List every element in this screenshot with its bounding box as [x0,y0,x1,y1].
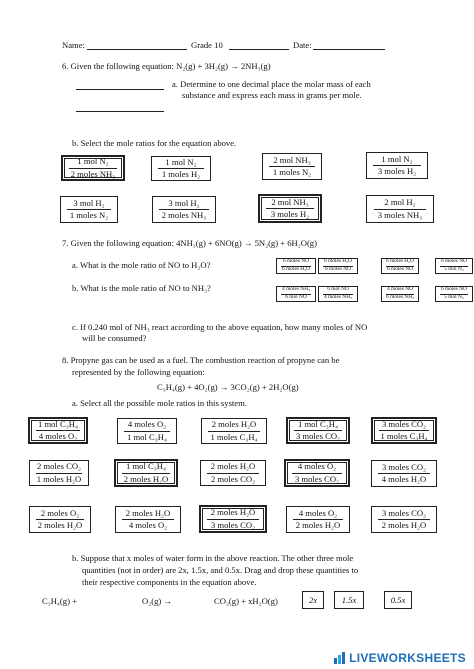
drag-choice-2x[interactable] [302,591,324,609]
ratio-numerator: 2 moles H₂O [210,461,256,472]
q8-ratio-option[interactable] [286,506,350,533]
ratio-denominator: 1 moles H₂O [36,473,82,484]
ratio-numerator: 3 moles CO₂ [381,418,427,429]
q7b-option[interactable] [435,286,473,302]
ratio-numerator: 4 moles O₂ [298,507,338,518]
ratio-numerator: 1 mol C₃H₄ [298,418,338,429]
ratio-numerator: 6 mol NO [327,286,349,293]
ratio-numerator: 6 moles NO [440,258,468,265]
ratio-denominator: 3 moles CO₂ [210,519,256,530]
name-label: Name: [62,40,85,50]
ratio-numerator: 1 mol N₂ [381,153,413,164]
brand-text: LIVEWORKSHEETS [349,651,466,665]
drag-choice-0-5x[interactable] [384,591,412,609]
ratio-numerator: 3 moles CO₂ [381,461,427,472]
ratio-denominator: 2 moles NH₃ [70,168,116,179]
q8-part-b-line1: b. Suppose that x moles of water form in the above reaction. The other three mole [72,553,354,563]
q8-ratio-option[interactable] [199,505,267,533]
q8-ratio-option[interactable] [115,506,181,533]
q8-ratio-option[interactable] [200,460,266,486]
ratio-numerator: 4 moles O₂ [127,419,167,430]
q6-ratio-option[interactable] [258,194,322,223]
ratio-numerator: 6 moles NO [282,258,310,265]
drag-choice-label: 1.5x [341,595,357,605]
ratio-denominator: 6 moles H₂O [282,266,310,272]
q7a-option[interactable] [435,258,473,274]
date-field[interactable] [313,49,385,50]
q7-part-b: b. What is the mole ratio of NO to NH₃? [72,283,211,293]
ratio-numerator: 1 mol C₃H₄ [38,418,78,429]
q7a-option[interactable] [318,258,358,274]
q8-ratio-option[interactable] [371,417,437,444]
ratio-numerator: 2 moles H₂O [211,419,257,430]
dd-c3h4-label: C₃H₄(g) + [42,596,77,606]
q8-part-a: a. Select all the possible mole ratios in this system. [72,398,247,408]
q8-ratio-option[interactable] [29,506,91,533]
ratio-denominator: 1 moles C₃H₄ [210,431,258,442]
ratio-denominator: 2 moles H₂O [37,520,83,530]
q6-ratio-option[interactable] [152,196,216,223]
ratio-denominator: 6 mol NO [285,294,307,300]
ratio-denominator: 3 moles NH₃ [377,209,423,220]
ratio-denominator: 4 moles O₂ [38,431,78,441]
q8-ratio-option[interactable] [286,417,350,444]
grade-label: Grade 10 [191,40,223,50]
ratio-denominator: 6 moles NO [324,266,352,272]
q7-part-c-line2: will be consumed? [82,333,147,343]
dd-co2-label: CO₂(g) + xH₂O(g) [214,596,278,606]
q8-ratio-option[interactable] [284,459,350,487]
ratio-numerator: 2 mol NH₃ [271,196,309,207]
ratio-denominator: 5 mol N₂ [444,266,464,272]
q8-equation: C₃H₄(g) + 4O₂(g) → 3CO₂(g) + 2H₂O(g) [157,382,299,392]
drag-choice-label: 2x [308,595,318,605]
liveworksheets-logo[interactable] [334,651,466,665]
q7-part-c-line1: c. If 0.240 mol of NH₃ react according to the above equation, how many moles of NO [72,322,368,332]
ratio-denominator: 3 moles CO₂ [295,431,341,441]
q7a-option[interactable] [381,258,419,274]
ratio-denominator: 4 moles H₂O [381,474,427,484]
ratio-numerator: 2 moles CO₂ [36,461,82,472]
ratio-denominator: 3 moles H₂ [377,166,417,176]
q7-prompt: 7. Given the following equation: 4NH₃(g) + 6NO(g) → 5N₂(g) + 6H₂O(g) [62,238,317,248]
ratio-numerator: 3 mol H₂ [168,197,200,208]
ratio-numerator: 4 moles O₂ [297,461,337,472]
q6-ratio-option[interactable] [61,155,125,181]
ratio-denominator: 6 moles NO [386,266,414,272]
q6-answer-field-2[interactable] [76,111,164,112]
q8-ratio-option[interactable] [371,506,437,533]
ratio-numerator: 6 moles NO [440,286,468,293]
q8-part-b-line3: their respective components in the equation above. [82,577,257,587]
ratio-numerator: 3 moles CO₂ [381,507,427,518]
q6-ratio-option[interactable] [366,152,428,179]
q8-ratio-option[interactable] [371,460,437,487]
ratio-numerator: 2 moles O₂ [40,507,80,518]
ratio-denominator: 3 moles CO₂ [294,473,340,484]
ratio-denominator: 5 mol N₂ [444,294,464,300]
q6-prompt: 6. Given the following equation: N₂(g) + 3H₂(g) → 2NH₃(g) [62,61,271,71]
ratio-numerator: 1 mol N₂ [77,156,109,167]
ratio-denominator: 2 moles H₂O [381,520,427,530]
ratio-denominator: 4 moles NH₃ [324,294,352,300]
q6-part-a-line2: substance and express each mass in grams per mole. [182,90,362,100]
ratio-numerator: 4 moles NH₃ [282,286,310,293]
q6-answer-field-1[interactable] [76,89,164,90]
ratio-numerator: 3 mol H₂ [73,197,105,208]
ratio-denominator: 1 mol C₃H₄ [127,431,167,442]
q6-part-b: b. Select the mole ratios for the equation above. [72,138,237,148]
ratio-numerator: 2 mol H₂ [384,197,416,208]
ratio-numerator: 4 moles NO [386,286,414,293]
ratio-denominator: 1 moles H₂ [161,169,201,179]
ratio-denominator: 4 moles O₂ [128,520,168,530]
ratio-numerator: 1 mol C₃H₄ [126,461,166,472]
ratio-denominator: 1 moles N₂ [69,210,109,220]
q6-part-a-line1: a. Determine to one decimal place the molar mass of each [172,79,371,89]
ratio-denominator: 2 moles CO₂ [210,473,256,484]
q8-part-b-line2: quantities (not in order) are 2x, 1.5x, and 0.5x. Drag and drop these quantities to [82,565,359,575]
ratio-denominator: 6 moles NH₃ [386,294,414,300]
ratio-denominator: 2 moles H₂O [295,520,341,530]
ratio-numerator: 2 moles H₂O [125,507,171,518]
drag-choice-label: 0.5x [390,595,406,605]
q7b-option[interactable] [276,286,316,302]
q6-ratio-option[interactable] [366,195,434,223]
q8-ratio-option[interactable] [29,460,89,486]
q7b-option[interactable] [381,286,419,302]
q8-prompt-line2: represented by the following equation: [72,367,205,377]
q6-ratio-option[interactable] [262,153,322,180]
ratio-denominator: 2 moles NH₃ [161,210,207,220]
ratio-denominator: 3 moles H₂ [270,209,310,219]
ratio-numerator: 6 moles H₂O [386,258,414,265]
q8-prompt-line1: 8. Propyne gas can be used as a fuel. The combustion reaction of propyne can be [62,355,340,365]
ratio-numerator: 2 moles H₂O [210,507,256,518]
dd-o2-label: O₂(g) → [142,596,172,606]
ratio-numerator: 2 mol NH₃ [273,154,311,165]
ratio-numerator: 6 moles H₂O [324,258,352,265]
ratio-denominator: 1 moles N₂ [272,167,312,177]
ratio-denominator: 1 moles C₃H₄ [380,431,428,441]
liveworksheets-logo-icon [334,652,346,664]
q8-ratio-option[interactable] [117,418,177,444]
q8-ratio-option[interactable] [28,417,88,444]
drag-choice-1-5x[interactable] [334,591,364,609]
date-label: Date: [293,40,312,50]
grade-field[interactable] [229,49,289,50]
ratio-numerator: 1 mol N₂ [165,156,197,167]
ratio-denominator: 2 moles H₂O [123,473,169,484]
q7a-option[interactable] [276,258,316,274]
q7b-option[interactable] [318,286,358,302]
q6-ratio-option[interactable] [151,156,211,181]
q8-ratio-option[interactable] [114,459,178,487]
q8-ratio-option[interactable] [201,418,267,444]
q7-part-a: a. What is the mole ratio of NO to H₂O? [72,260,211,270]
name-field[interactable] [87,49,187,50]
q6-ratio-option[interactable] [60,196,118,223]
